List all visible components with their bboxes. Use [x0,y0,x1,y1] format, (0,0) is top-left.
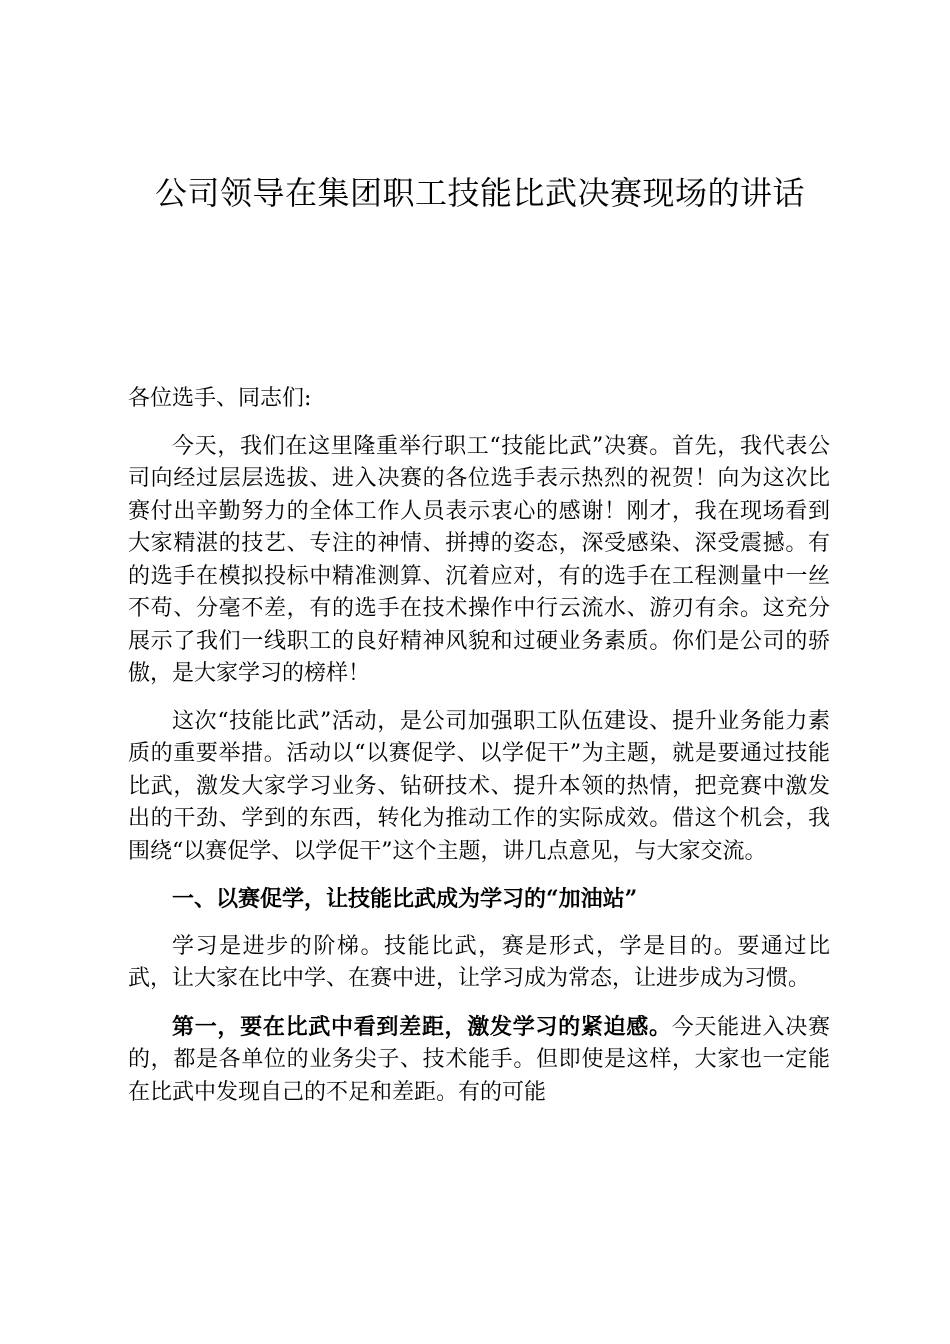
salutation: 各位选手、同志们: [128,386,312,411]
paragraph-opening: 今天，我们在这里隆重举行职工“技能比武”决赛。首先，我代表公司向经过层层选拔、进入决赛的各位选手表示热烈的祝贺！向为这次比赛付出辛勤努力的全体工作人员表示衷心的感谢！刚才，我在现场看到大家精湛的技艺、专注的神情、拼搏的姿态，深受感染、深受震撼。有的选手在模拟投标中精准测算、沉着应对，有的选手在工程测量中一丝不苟、分毫不差，有的选手在技术操作中行云流水、游刃有余。这充分展示了我们一线职工的良好精神风貌和过硬业务素质。你们是公司的骄傲，是大家学习的榜样！ [128,433,830,686]
section-heading-1: 一、以赛促学，让技能比武成为学习的“加油站” [172,886,638,912]
paragraph-first-point [128,1011,830,1110]
paragraph-purpose: 这次“技能比武”活动，是公司加强职工队伍建设、提升业务能力素质的重要举措。活动以“以赛促学、以学促干”为主题，就是要通过技能比武，激发大家学习业务、钻研技术、提升本领的热情，把竞赛中激发出的干劲、学到的东西，转化为推动工作的实际成效。借这个机会，我围绕“以赛促学、以学促干”这个主题，讲几点意见，与大家交流。 [128,708,830,864]
first-point-lead: 第一，要在比武中看到差距，激发学习的紧迫感。 [172,1013,672,1040]
document-body [128,383,830,1124]
paragraph-learning: 学习是进步的阶梯。技能比武，赛是形式，学是目的。要通过比武，让大家在比中学、在赛中进，让学习成为常态，让进步成为习惯。 [128,933,830,991]
document-title: 公司领导在集团职工技能比武决赛现场的讲话 [154,174,805,212]
first-point-text: 今天能进入决赛的，都是各单位的业务尖子、技术能手。但即使是这样，大家也一定能在比武中发现自己的不足和差距。有的可能 [128,1014,830,1105]
